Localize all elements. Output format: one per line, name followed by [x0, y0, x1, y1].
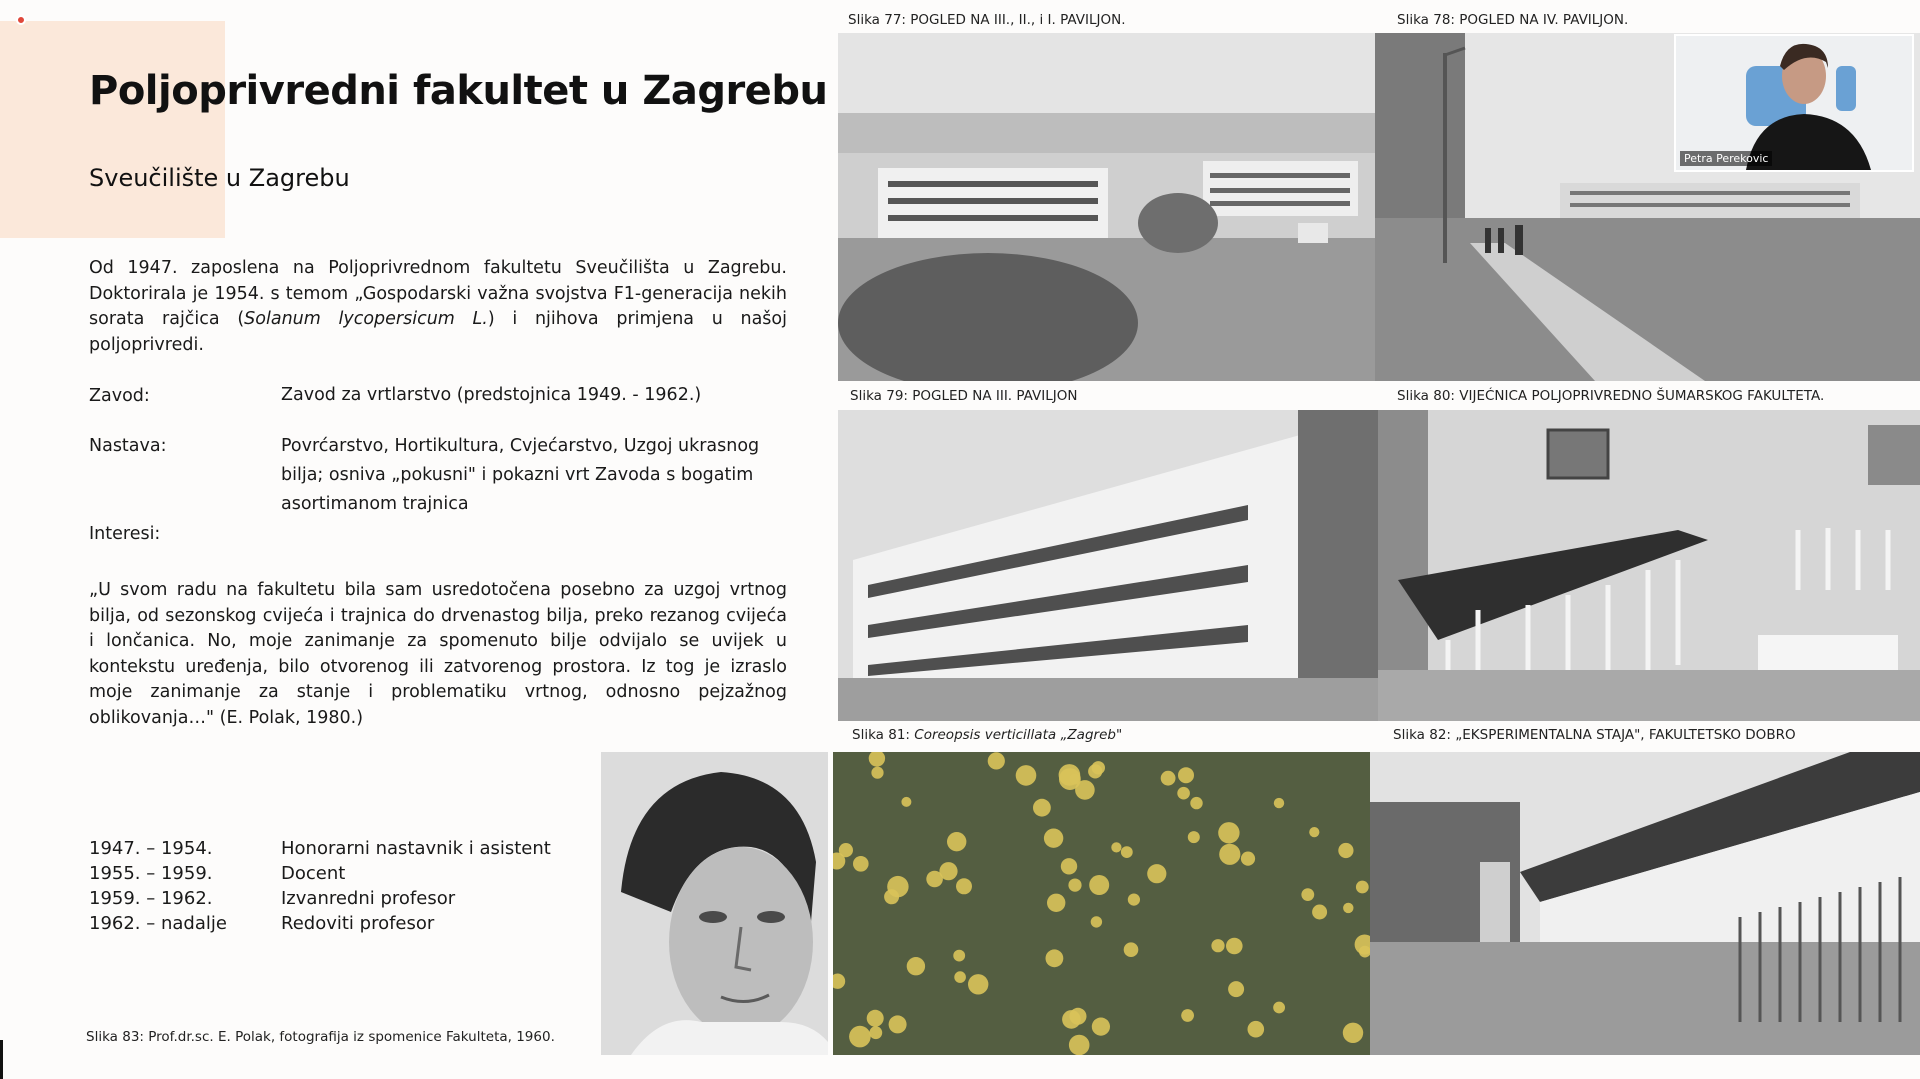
caption-text: Coreopsis verticillata „Zagreb"	[914, 727, 1123, 743]
timeline-period: 1959. – 1962.	[89, 888, 213, 909]
timeline-row	[89, 838, 551, 859]
participant-name-label: Petra Perekovic	[1680, 151, 1772, 166]
timeline-row	[89, 888, 455, 909]
portrait-photo	[601, 752, 828, 1055]
caption-83	[86, 1029, 555, 1045]
zavod-value: Zavod za vrtlarstvo (predstojnica 1949. - 1962.)	[281, 385, 702, 405]
timeline-role: Honorarni nastavnik i asistent	[281, 838, 551, 859]
intro-text-1: Od 1947. zaposlena na Poljoprivrednom fakultetu Sveučilišta u Zagrebu. Doktorirala je 1954. s temom „Gospodarski važna svojstva F1-generacija nekih sorata rajčica (	[89, 258, 787, 329]
timeline-role: Izvanredni profesor	[281, 888, 456, 909]
slide-title: Poljoprivredni fakultet u Zagrebu	[89, 68, 828, 114]
intro-paragraph	[89, 256, 787, 358]
nastava-value: Povrćarstvo, Hortikultura, Cvjećarstvo, Uzgoj ukrasnog bilja; osniva „pokusni" i pokazni vrt Zavoda s bogatim asortimanom trajnica	[281, 436, 760, 514]
recording-indicator-icon	[16, 15, 26, 25]
intro-text-2: ) i njihova primjena u našoj poljoprivredi.	[89, 309, 787, 355]
caption-80	[1397, 388, 1824, 404]
caption-77	[848, 12, 1126, 28]
caption-text: „EKSPERIMENTALNA STAJA", FAKULTETSKO DOBRO	[1455, 727, 1796, 743]
photo-coreopsis-flowers	[833, 752, 1370, 1055]
timeline-role: Redoviti profesor	[281, 913, 435, 934]
caption-text: POGLED NA III. PAVILJON	[912, 388, 1078, 404]
caption-number: 82:	[1429, 727, 1451, 743]
photo-pavilion-iii	[838, 410, 1378, 721]
caption-prefix: Slika	[848, 12, 880, 28]
caption-number: 83:	[122, 1029, 144, 1045]
timeline-period: 1947. – 1954.	[89, 838, 213, 859]
caption-81	[852, 727, 1122, 743]
decorative-peach-block	[0, 21, 225, 238]
intro-latin-name: Solanum lycopersicum L.	[244, 309, 488, 329]
caption-78	[1397, 12, 1628, 28]
nastava-label: Nastava:	[89, 436, 167, 456]
timeline-row	[89, 863, 345, 884]
caption-number: 80:	[1433, 388, 1455, 404]
caption-prefix: Slika	[852, 727, 884, 743]
timeline-row	[89, 913, 434, 934]
photo-experimental-barn	[1370, 752, 1920, 1055]
photo-pavilions-overview	[838, 33, 1375, 381]
participant-video-tile[interactable]	[1674, 34, 1914, 172]
quote-paragraph: „U svom radu na fakultetu bila sam usredotočena posebno za uzgoj vrtnog bilja, od sezonskog cvijeća i trajnica do drvenastog bilja, preko rezanog cvijeća i lončanica. No, moje zanimanje za spomenuto bilje odvijalo se uvijek u kontekstu uređenja, bilo otvorenog ili zatvorenog prostora. Iz tog je izraslo moje zanimanje za stanje i problematiku vrtnog, odnosno pejzažnog oblikovanja…" (E. Polak, 1980.)	[89, 580, 787, 728]
window-edge	[0, 1040, 3, 1079]
interesi-label: Interesi:	[89, 524, 161, 544]
slide-subtitle: Sveučilište u Zagrebu	[89, 164, 350, 192]
caption-text: POGLED NA IV. PAVILJON.	[1459, 12, 1629, 28]
caption-prefix: Slika	[1397, 388, 1429, 404]
caption-number: 79:	[886, 388, 908, 404]
timeline-role: Docent	[281, 863, 346, 884]
caption-prefix: Slika	[1393, 727, 1425, 743]
photo-council-hall	[1378, 410, 1920, 721]
caption-prefix: Slika	[850, 388, 882, 404]
caption-text: Prof.dr.sc. E. Polak, fotografija iz spomenice Fakulteta, 1960.	[148, 1029, 555, 1045]
caption-number: 78:	[1433, 12, 1455, 28]
caption-82	[1393, 727, 1796, 743]
caption-number: 77:	[884, 12, 906, 28]
caption-text: VIJEĆNICA POLJOPRIVREDNO ŠUMARSKOG FAKULTETA.	[1459, 388, 1825, 404]
caption-text: POGLED NA III., II., i I. PAVILJON.	[910, 12, 1126, 28]
caption-prefix: Slika	[1397, 12, 1429, 28]
caption-number: 81:	[888, 727, 910, 743]
zavod-label: Zavod:	[89, 386, 150, 406]
caption-prefix: Slika	[86, 1029, 118, 1045]
caption-79	[850, 388, 1077, 404]
timeline-period: 1955. – 1959.	[89, 863, 213, 884]
timeline-period: 1962. – nadalje	[89, 913, 227, 934]
